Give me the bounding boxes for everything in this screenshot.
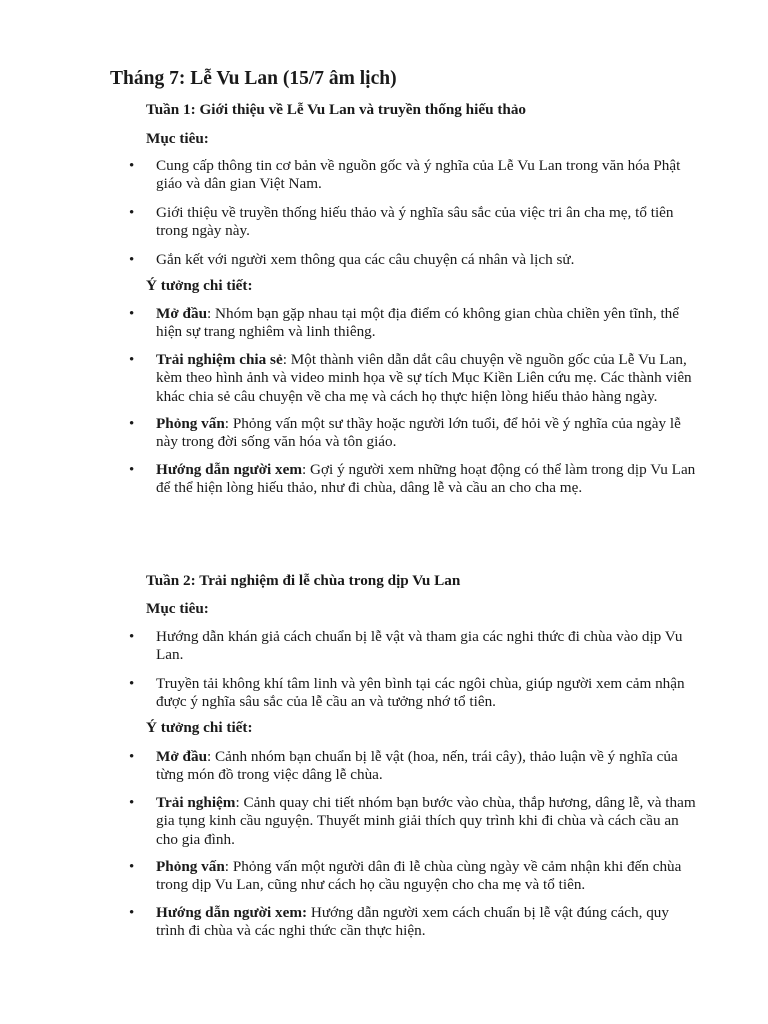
idea-term: Phỏng vấn (156, 415, 225, 433)
idea-text: : Một thành viên dẫn dắt câu chuyện về nguồn gốc của Lễ Vu Lan, kèm theo hình ảnh và video minh họa về sự tích Mục Kiền Liên cứu mẹ. Các thành viên khác chia sẻ câu chuyện về cha mẹ và cách họ thực hiện lòng hiếu thảo hàng ngày. (156, 350, 692, 405)
idea-text: : Phỏng vấn một người dân đi lễ chùa cùng ngày về cảm nhận khi đến chùa trong dịp Vu Lan, cũng như cách họ cầu nguyện cho cha mẹ và tổ tiên. (156, 858, 682, 894)
week2-heading: Tuần 2: Trải nghiệm đi lễ chùa trong dịp Vu Lan (146, 572, 461, 589)
list-item (0, 157, 696, 194)
idea-term: Trải nghiệm (156, 793, 236, 811)
week2-ideas-label: Ý tưởng chi tiết: (146, 719, 253, 736)
list-item-text: Giới thiệu về truyền thống hiếu thảo và ý nghĩa sâu sắc của việc tri ân cha mẹ, tổ tiên trong ngày này. (156, 203, 674, 240)
list-item-text: Hướng dẫn khán giả cách chuẩn bị lễ vật và tham gia các nghi thức đi chùa vào dịp Vu Lan. (156, 628, 683, 664)
idea-term: Hướng dẫn người xem (156, 460, 303, 478)
week1-goals-list (0, 157, 768, 279)
idea-text: : Cảnh nhóm bạn chuẩn bị lễ vật (hoa, nến, trái cây), thảo luận về ý nghĩa của từng món đồ trong việc dâng lễ chùa. (156, 748, 678, 784)
week2-goals-label: Mục tiêu: (146, 600, 209, 617)
list-item (0, 415, 696, 452)
document-title: Tháng 7: Lễ Vu Lan (15/7 âm lịch) (110, 68, 397, 89)
idea-term: Hướng dẫn người xem: (156, 903, 308, 921)
list-item (0, 904, 696, 941)
list-item (0, 305, 696, 342)
list-item-text: Cung cấp thông tin cơ bản về nguồn gốc và ý nghĩa của Lễ Vu Lan trong văn hóa Phật giáo và dân gian Việt Nam. (156, 157, 681, 193)
week2-goals-list (0, 628, 768, 722)
idea-term: Phỏng vấn (156, 858, 225, 876)
list-item (0, 858, 696, 895)
week1-ideas-list (0, 305, 768, 508)
list-item (0, 675, 696, 712)
list-item (0, 251, 696, 269)
list-item-text: Truyền tải không khí tâm linh và yên bình tại các ngôi chùa, giúp người xem cảm nhận được ý nghĩa sâu sắc của lễ cầu an và tưởng nhớ tổ tiên. (156, 674, 685, 711)
idea-text: : Gợi ý người xem những hoạt động có thể làm trong dịp Vu Lan để thể hiện lòng hiếu thảo, như đi chùa, dâng lễ và cầu an cho cha mẹ. (156, 460, 696, 497)
week2-ideas-list (0, 748, 768, 951)
list-item (0, 351, 696, 406)
idea-term: Mở đầu (156, 748, 208, 765)
idea-text: : Cảnh quay chi tiết nhóm bạn bước vào chùa, thắp hương, dâng lễ, và tham gia tụng kinh cầu nguyện. Thuyết minh giải thích quy trình khi đi chùa và cách cầu an cho gia đình. (156, 793, 696, 848)
week1-ideas-label: Ý tưởng chi tiết: (146, 277, 253, 294)
list-item (0, 461, 696, 498)
list-item (0, 794, 696, 849)
week1-heading: Tuần 1: Giới thiệu về Lễ Vu Lan và truyền thống hiếu thảo (146, 101, 527, 118)
week1-goals-label: Mục tiêu: (146, 130, 209, 147)
idea-term: Mở đầu (156, 305, 208, 322)
idea-text: : Phỏng vấn một sư thầy hoặc người lớn tuổi, để hỏi về ý nghĩa của ngày lễ này trong đời sống văn hóa và tôn giáo. (156, 415, 681, 451)
list-item (0, 628, 696, 665)
idea-text: Hướng dẫn người xem cách chuẩn bị lễ vật đúng cách, quy trình đi chùa và các nghi thức cần thực hiện. (156, 903, 669, 940)
idea-term: Trải nghiệm chia sẻ (156, 350, 283, 368)
idea-text: : Nhóm bạn gặp nhau tại một địa điểm có không gian chùa chiền yên tĩnh, thể hiện sự trang nghiêm và linh thiêng. (156, 305, 679, 341)
list-item-text: Gắn kết với người xem thông qua các câu chuyện cá nhân và lịch sử. (156, 250, 575, 268)
list-item (0, 748, 696, 785)
list-item (0, 204, 696, 241)
